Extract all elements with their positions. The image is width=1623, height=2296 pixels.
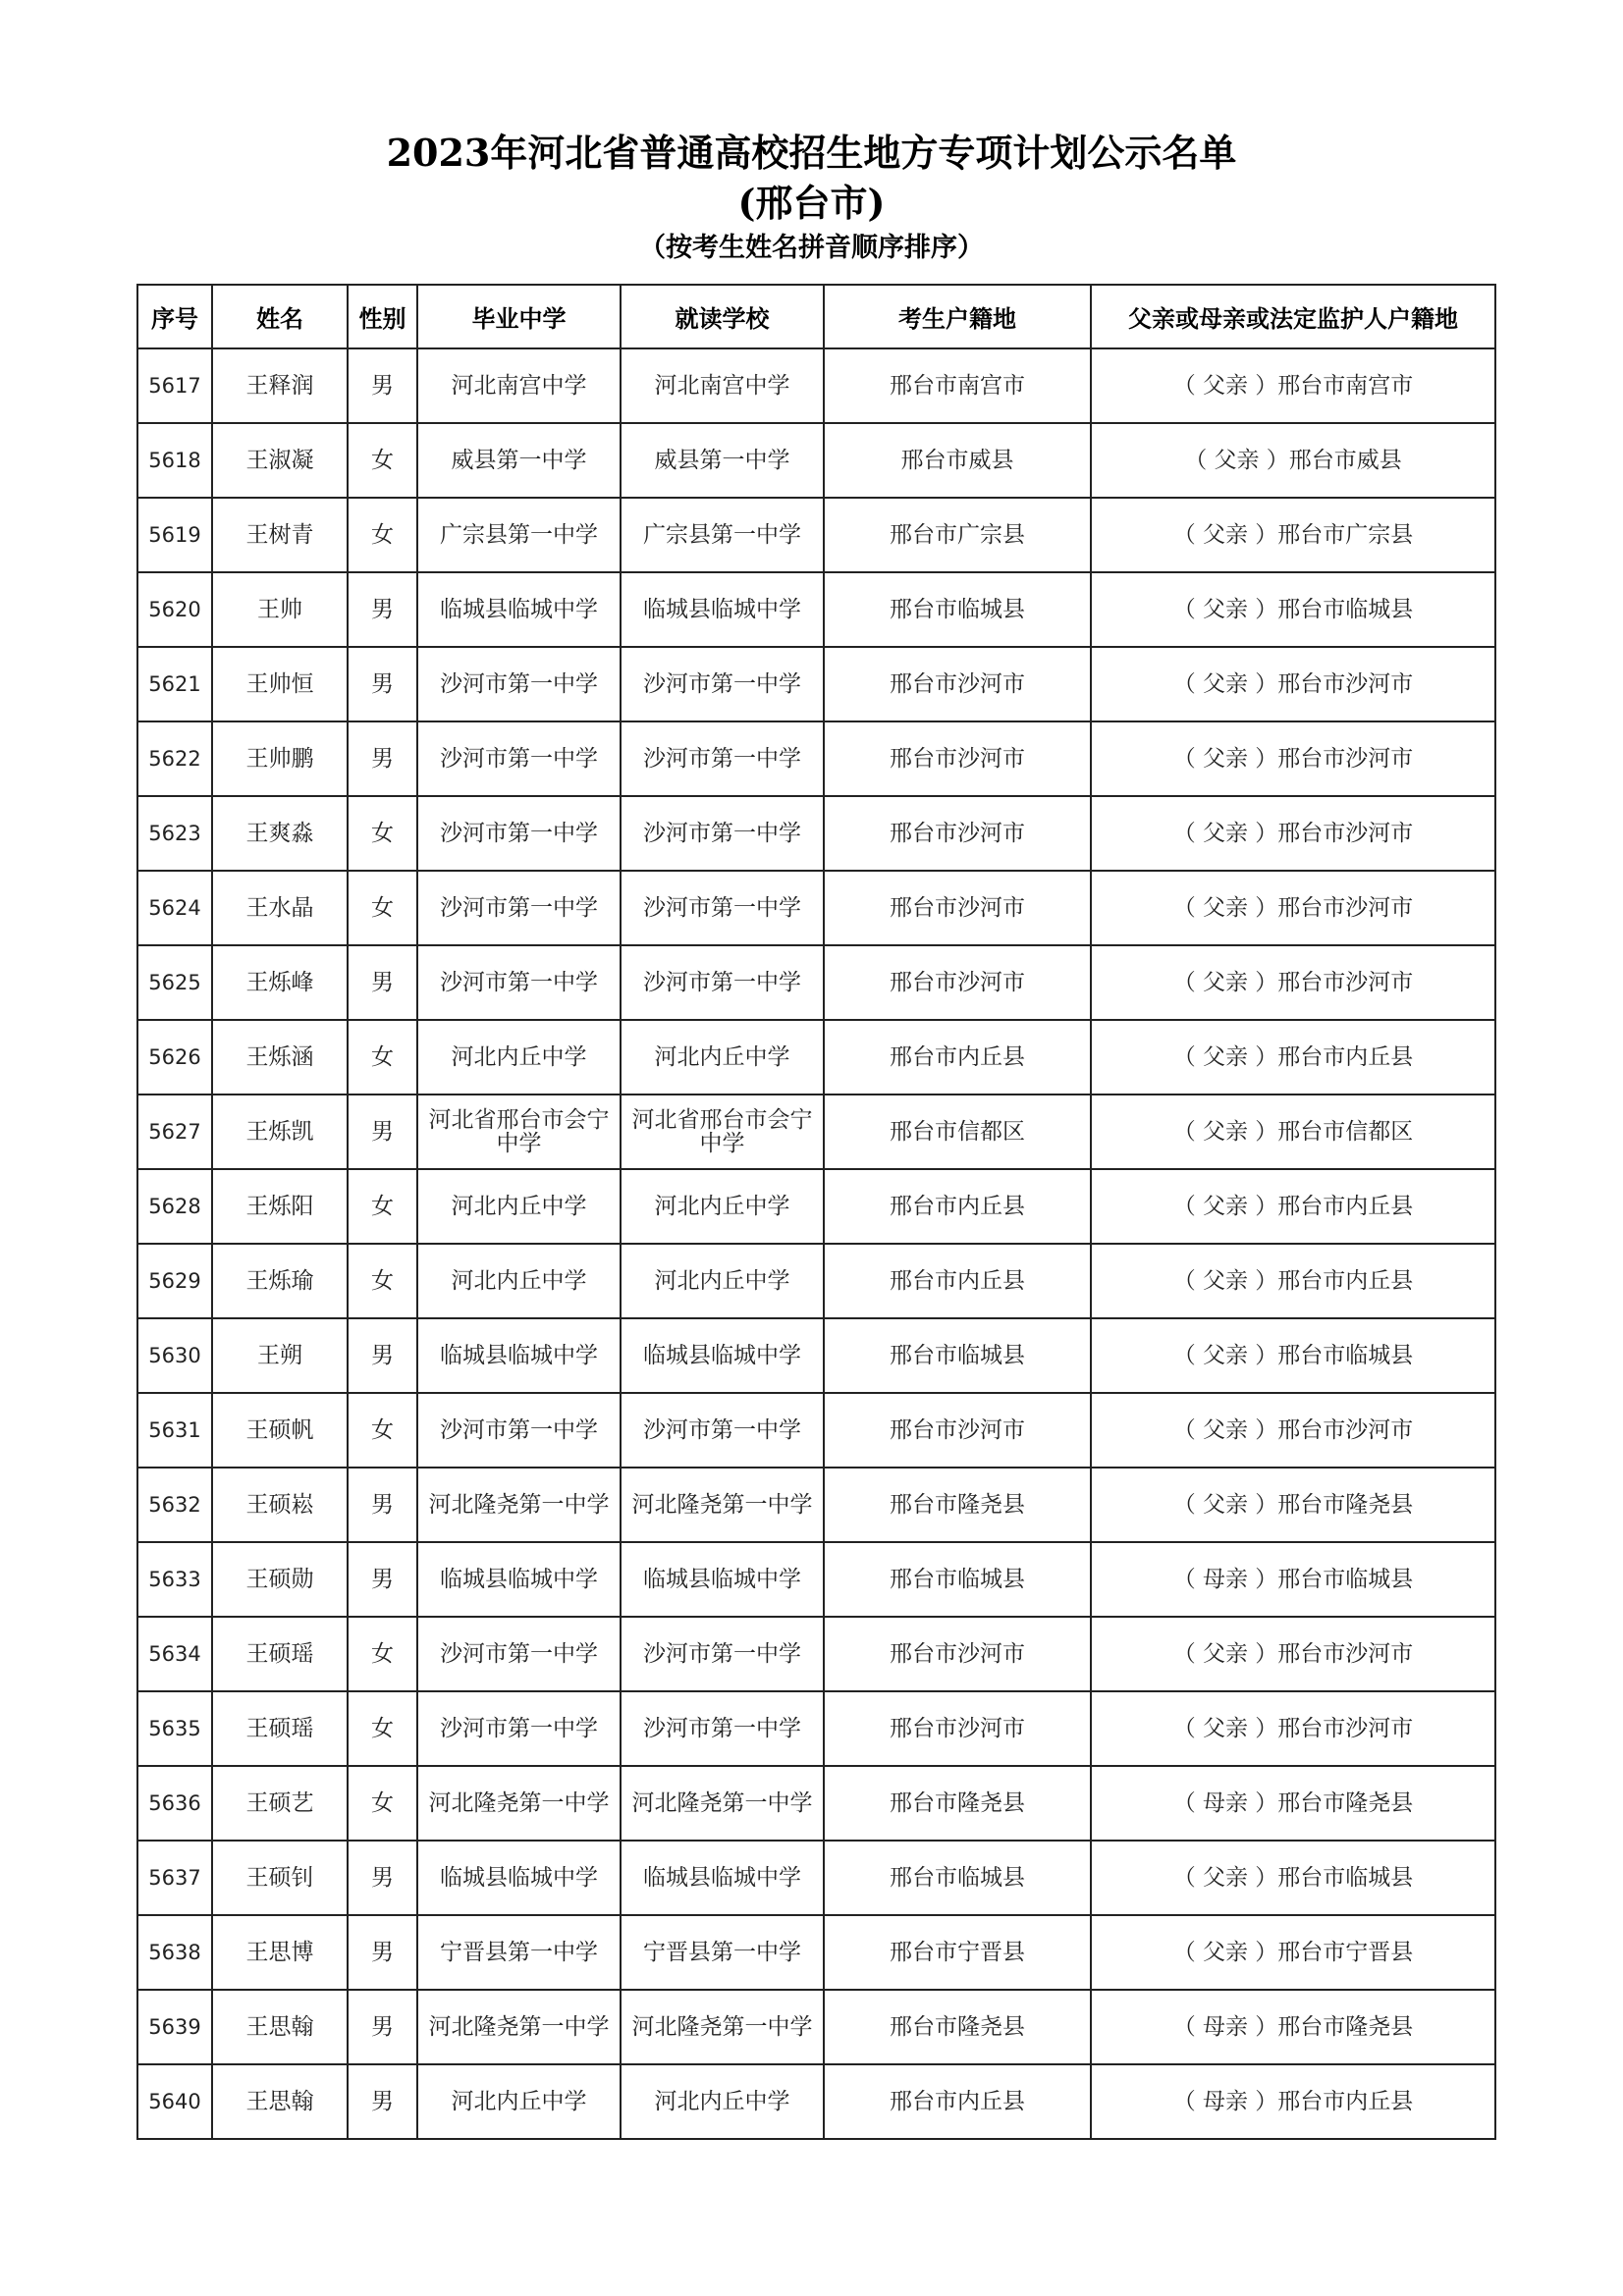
cell-guardian-residence: （ 母亲 ）邢台市临城县	[1091, 1542, 1495, 1617]
cell-index: 5640	[137, 2064, 212, 2139]
table-row	[137, 1020, 1495, 1095]
cell-guardian-residence: （ 父亲 ）邢台市沙河市	[1091, 796, 1495, 871]
cell-student-residence: 邢台市沙河市	[824, 721, 1091, 796]
cell-index: 5638	[137, 1915, 212, 1990]
cell-graduation-school: 河北隆尧第一中学	[417, 1468, 621, 1542]
cell-current-school: 沙河市第一中学	[621, 1617, 824, 1691]
cell-name: 王帅恒	[212, 647, 348, 721]
table-row	[137, 1990, 1495, 2064]
cell-gender: 男	[348, 348, 417, 423]
table-row	[137, 871, 1495, 945]
cell-index: 5628	[137, 1169, 212, 1244]
table-row	[137, 1468, 1495, 1542]
cell-graduation-school: 河北内丘中学	[417, 1169, 621, 1244]
cell-index: 5621	[137, 647, 212, 721]
cell-name: 王硕崧	[212, 1468, 348, 1542]
cell-current-school: 河北南宫中学	[621, 348, 824, 423]
cell-name: 王硕帆	[212, 1393, 348, 1468]
column-header-name: 姓名	[212, 285, 348, 348]
cell-guardian-residence: （ 母亲 ）邢台市隆尧县	[1091, 1766, 1495, 1841]
cell-gender: 女	[348, 871, 417, 945]
cell-student-residence: 邢台市临城县	[824, 1318, 1091, 1393]
cell-graduation-school: 河北隆尧第一中学	[417, 1990, 621, 2064]
cell-index: 5631	[137, 1393, 212, 1468]
cell-guardian-residence: （ 父亲 ）邢台市内丘县	[1091, 1020, 1495, 1095]
cell-guardian-residence: （ 父亲 ）邢台市内丘县	[1091, 1244, 1495, 1318]
cell-graduation-school: 临城县临城中学	[417, 1841, 621, 1915]
cell-graduation-school: 临城县临城中学	[417, 1542, 621, 1617]
cell-student-residence: 邢台市隆尧县	[824, 1766, 1091, 1841]
cell-name: 王水晶	[212, 871, 348, 945]
cell-guardian-residence: （ 父亲 ）邢台市内丘县	[1091, 1169, 1495, 1244]
cell-graduation-school: 沙河市第一中学	[417, 721, 621, 796]
cell-student-residence: 邢台市内丘县	[824, 1244, 1091, 1318]
cell-guardian-residence: （ 母亲 ）邢台市隆尧县	[1091, 1990, 1495, 2064]
cell-index: 5629	[137, 1244, 212, 1318]
cell-student-residence: 邢台市信都区	[824, 1095, 1091, 1169]
table-row	[137, 647, 1495, 721]
cell-current-school: 沙河市第一中学	[621, 871, 824, 945]
cell-gender: 女	[348, 796, 417, 871]
cell-guardian-residence: （ 父亲 ）邢台市广宗县	[1091, 498, 1495, 572]
cell-name: 王烁阳	[212, 1169, 348, 1244]
cell-index: 5623	[137, 796, 212, 871]
cell-name: 王爽淼	[212, 796, 348, 871]
cell-name: 王淑凝	[212, 423, 348, 498]
cell-graduation-school: 河北内丘中学	[417, 1244, 621, 1318]
column-header-current-school: 就读学校	[621, 285, 824, 348]
cell-graduation-school: 沙河市第一中学	[417, 647, 621, 721]
table-row	[137, 1915, 1495, 1990]
cell-name: 王硕钊	[212, 1841, 348, 1915]
cell-current-school: 河北隆尧第一中学	[621, 1766, 824, 1841]
table-row	[137, 1841, 1495, 1915]
cell-index: 5630	[137, 1318, 212, 1393]
cell-current-school: 河北内丘中学	[621, 2064, 824, 2139]
cell-student-residence: 邢台市沙河市	[824, 1393, 1091, 1468]
cell-guardian-residence: （ 父亲 ）邢台市临城县	[1091, 1841, 1495, 1915]
cell-name: 王思翰	[212, 1990, 348, 2064]
cell-gender: 女	[348, 1766, 417, 1841]
cell-student-residence: 邢台市南宫市	[824, 348, 1091, 423]
cell-current-school: 河北隆尧第一中学	[621, 1990, 824, 2064]
cell-guardian-residence: （ 父亲 ）邢台市宁晋县	[1091, 1915, 1495, 1990]
cell-guardian-residence: （ 父亲 ）邢台市信都区	[1091, 1095, 1495, 1169]
cell-graduation-school: 威县第一中学	[417, 423, 621, 498]
cell-guardian-residence: （ 父亲 ）邢台市沙河市	[1091, 1393, 1495, 1468]
cell-index: 5624	[137, 871, 212, 945]
cell-name: 王帅	[212, 572, 348, 647]
cell-index: 5634	[137, 1617, 212, 1691]
cell-name: 王硕瑶	[212, 1691, 348, 1766]
cell-name: 王思翰	[212, 2064, 348, 2139]
cell-name: 王思博	[212, 1915, 348, 1990]
table-row	[137, 423, 1495, 498]
table-row	[137, 1244, 1495, 1318]
cell-index: 5639	[137, 1990, 212, 2064]
cell-student-residence: 邢台市沙河市	[824, 945, 1091, 1020]
cell-index: 5622	[137, 721, 212, 796]
cell-student-residence: 邢台市沙河市	[824, 647, 1091, 721]
cell-index: 5617	[137, 348, 212, 423]
cell-student-residence: 邢台市临城县	[824, 1841, 1091, 1915]
cell-student-residence: 邢台市宁晋县	[824, 1915, 1091, 1990]
cell-name: 王朔	[212, 1318, 348, 1393]
cell-gender: 女	[348, 1617, 417, 1691]
cell-student-residence: 邢台市威县	[824, 423, 1091, 498]
table-row	[137, 721, 1495, 796]
cell-gender: 男	[348, 945, 417, 1020]
cell-name: 王释润	[212, 348, 348, 423]
cell-gender: 男	[348, 1095, 417, 1169]
cell-student-residence: 邢台市临城县	[824, 1542, 1091, 1617]
cell-current-school: 河北内丘中学	[621, 1244, 824, 1318]
document-title: 2023年河北省普通高校招生地方专项计划公示名单	[386, 131, 1237, 175]
cell-gender: 男	[348, 721, 417, 796]
cell-guardian-residence: （ 父亲 ）邢台市沙河市	[1091, 1691, 1495, 1766]
cell-graduation-school: 河北南宫中学	[417, 348, 621, 423]
cell-graduation-school: 临城县临城中学	[417, 572, 621, 647]
cell-name: 王树青	[212, 498, 348, 572]
cell-current-school: 威县第一中学	[621, 423, 824, 498]
cell-gender: 男	[348, 2064, 417, 2139]
cell-student-residence: 邢台市隆尧县	[824, 1468, 1091, 1542]
cell-graduation-school: 河北内丘中学	[417, 1020, 621, 1095]
cell-index: 5636	[137, 1766, 212, 1841]
cell-name: 王烁峰	[212, 945, 348, 1020]
cell-name: 王烁瑜	[212, 1244, 348, 1318]
city-subtitle: (邢台市)	[737, 181, 886, 225]
sort-note: （按考生姓名拼音顺序排序）	[639, 233, 984, 263]
cell-graduation-school: 宁晋县第一中学	[417, 1915, 621, 1990]
cell-current-school: 沙河市第一中学	[621, 721, 824, 796]
cell-index: 5625	[137, 945, 212, 1020]
cell-current-school: 临城县临城中学	[621, 1542, 824, 1617]
cell-gender: 男	[348, 1318, 417, 1393]
column-header-graduation-school: 毕业中学	[417, 285, 621, 348]
column-header-student-residence: 考生户籍地	[824, 285, 1091, 348]
cell-student-residence: 邢台市沙河市	[824, 871, 1091, 945]
cell-gender: 男	[348, 572, 417, 647]
cell-student-residence: 邢台市沙河市	[824, 796, 1091, 871]
table-row	[137, 1542, 1495, 1617]
cell-graduation-school: 沙河市第一中学	[417, 871, 621, 945]
table-body	[137, 348, 1495, 2139]
cell-graduation-school: 沙河市第一中学	[417, 796, 621, 871]
table-row	[137, 1169, 1495, 1244]
cell-name: 王硕勋	[212, 1542, 348, 1617]
cell-graduation-school: 沙河市第一中学	[417, 1617, 621, 1691]
cell-index: 5627	[137, 1095, 212, 1169]
table-row	[137, 348, 1495, 423]
cell-gender: 女	[348, 1393, 417, 1468]
table-row	[137, 1095, 1495, 1169]
cell-gender: 女	[348, 498, 417, 572]
cell-index: 5632	[137, 1468, 212, 1542]
cell-gender: 女	[348, 1169, 417, 1244]
cell-gender: 女	[348, 1020, 417, 1095]
table-row	[137, 1691, 1495, 1766]
cell-current-school: 沙河市第一中学	[621, 1691, 824, 1766]
cell-student-residence: 邢台市内丘县	[824, 2064, 1091, 2139]
column-header-index: 序号	[137, 285, 212, 348]
cell-current-school: 河北省邢台市会宁中学	[621, 1095, 824, 1169]
cell-graduation-school: 河北内丘中学	[417, 2064, 621, 2139]
table-row	[137, 1766, 1495, 1841]
roster-table	[136, 284, 1496, 2140]
cell-gender: 男	[348, 1990, 417, 2064]
cell-current-school: 河北隆尧第一中学	[621, 1468, 824, 1542]
table-row	[137, 572, 1495, 647]
cell-current-school: 沙河市第一中学	[621, 1393, 824, 1468]
cell-current-school: 临城县临城中学	[621, 1841, 824, 1915]
cell-current-school: 河北内丘中学	[621, 1020, 824, 1095]
cell-current-school: 沙河市第一中学	[621, 796, 824, 871]
cell-index: 5635	[137, 1691, 212, 1766]
column-header-guardian-residence: 父亲或母亲或法定监护人户籍地	[1091, 285, 1495, 348]
table-row	[137, 1617, 1495, 1691]
cell-current-school: 广宗县第一中学	[621, 498, 824, 572]
cell-graduation-school: 河北省邢台市会宁中学	[417, 1095, 621, 1169]
cell-guardian-residence: （ 父亲 ）邢台市临城县	[1091, 1318, 1495, 1393]
cell-gender: 女	[348, 1244, 417, 1318]
cell-name: 王烁凯	[212, 1095, 348, 1169]
cell-gender: 女	[348, 423, 417, 498]
cell-index: 5637	[137, 1841, 212, 1915]
table-row	[137, 1318, 1495, 1393]
cell-name: 王烁涵	[212, 1020, 348, 1095]
cell-guardian-residence: （ 母亲 ）邢台市内丘县	[1091, 2064, 1495, 2139]
table-header-row	[137, 285, 1495, 348]
cell-current-school: 河北内丘中学	[621, 1169, 824, 1244]
cell-student-residence: 邢台市沙河市	[824, 1691, 1091, 1766]
cell-current-school: 临城县临城中学	[621, 1318, 824, 1393]
cell-graduation-school: 沙河市第一中学	[417, 945, 621, 1020]
cell-student-residence: 邢台市内丘县	[824, 1169, 1091, 1244]
cell-name: 王硕瑶	[212, 1617, 348, 1691]
cell-index: 5619	[137, 498, 212, 572]
cell-index: 5618	[137, 423, 212, 498]
cell-student-residence: 邢台市内丘县	[824, 1020, 1091, 1095]
cell-gender: 男	[348, 647, 417, 721]
cell-index: 5626	[137, 1020, 212, 1095]
cell-guardian-residence: （ 父亲 ）邢台市沙河市	[1091, 945, 1495, 1020]
cell-graduation-school: 临城县临城中学	[417, 1318, 621, 1393]
cell-graduation-school: 河北隆尧第一中学	[417, 1766, 621, 1841]
table-row	[137, 796, 1495, 871]
cell-guardian-residence: （ 父亲 ）邢台市隆尧县	[1091, 1468, 1495, 1542]
cell-name: 王帅鹏	[212, 721, 348, 796]
cell-index: 5633	[137, 1542, 212, 1617]
cell-student-residence: 邢台市沙河市	[824, 1617, 1091, 1691]
cell-guardian-residence: （ 父亲 ）邢台市沙河市	[1091, 721, 1495, 796]
cell-guardian-residence: （ 父亲 ）邢台市南宫市	[1091, 348, 1495, 423]
cell-gender: 男	[348, 1542, 417, 1617]
table-row	[137, 1393, 1495, 1468]
cell-guardian-residence: （ 父亲 ）邢台市沙河市	[1091, 871, 1495, 945]
cell-student-residence: 邢台市临城县	[824, 572, 1091, 647]
table-row	[137, 498, 1495, 572]
cell-student-residence: 邢台市隆尧县	[824, 1990, 1091, 2064]
cell-current-school: 沙河市第一中学	[621, 647, 824, 721]
cell-index: 5620	[137, 572, 212, 647]
cell-current-school: 宁晋县第一中学	[621, 1915, 824, 1990]
cell-graduation-school: 沙河市第一中学	[417, 1393, 621, 1468]
cell-guardian-residence: （ 父亲 ）邢台市威县	[1091, 423, 1495, 498]
table-row	[137, 945, 1495, 1020]
cell-graduation-school: 广宗县第一中学	[417, 498, 621, 572]
cell-current-school: 沙河市第一中学	[621, 945, 824, 1020]
table-row	[137, 2064, 1495, 2139]
cell-gender: 男	[348, 1915, 417, 1990]
cell-graduation-school: 沙河市第一中学	[417, 1691, 621, 1766]
cell-guardian-residence: （ 父亲 ）邢台市临城县	[1091, 572, 1495, 647]
cell-gender: 女	[348, 1691, 417, 1766]
cell-current-school: 临城县临城中学	[621, 572, 824, 647]
cell-gender: 男	[348, 1841, 417, 1915]
cell-gender: 男	[348, 1468, 417, 1542]
cell-guardian-residence: （ 父亲 ）邢台市沙河市	[1091, 1617, 1495, 1691]
cell-student-residence: 邢台市广宗县	[824, 498, 1091, 572]
cell-guardian-residence: （ 父亲 ）邢台市沙河市	[1091, 647, 1495, 721]
column-header-gender: 性别	[348, 285, 417, 348]
cell-name: 王硕艺	[212, 1766, 348, 1841]
